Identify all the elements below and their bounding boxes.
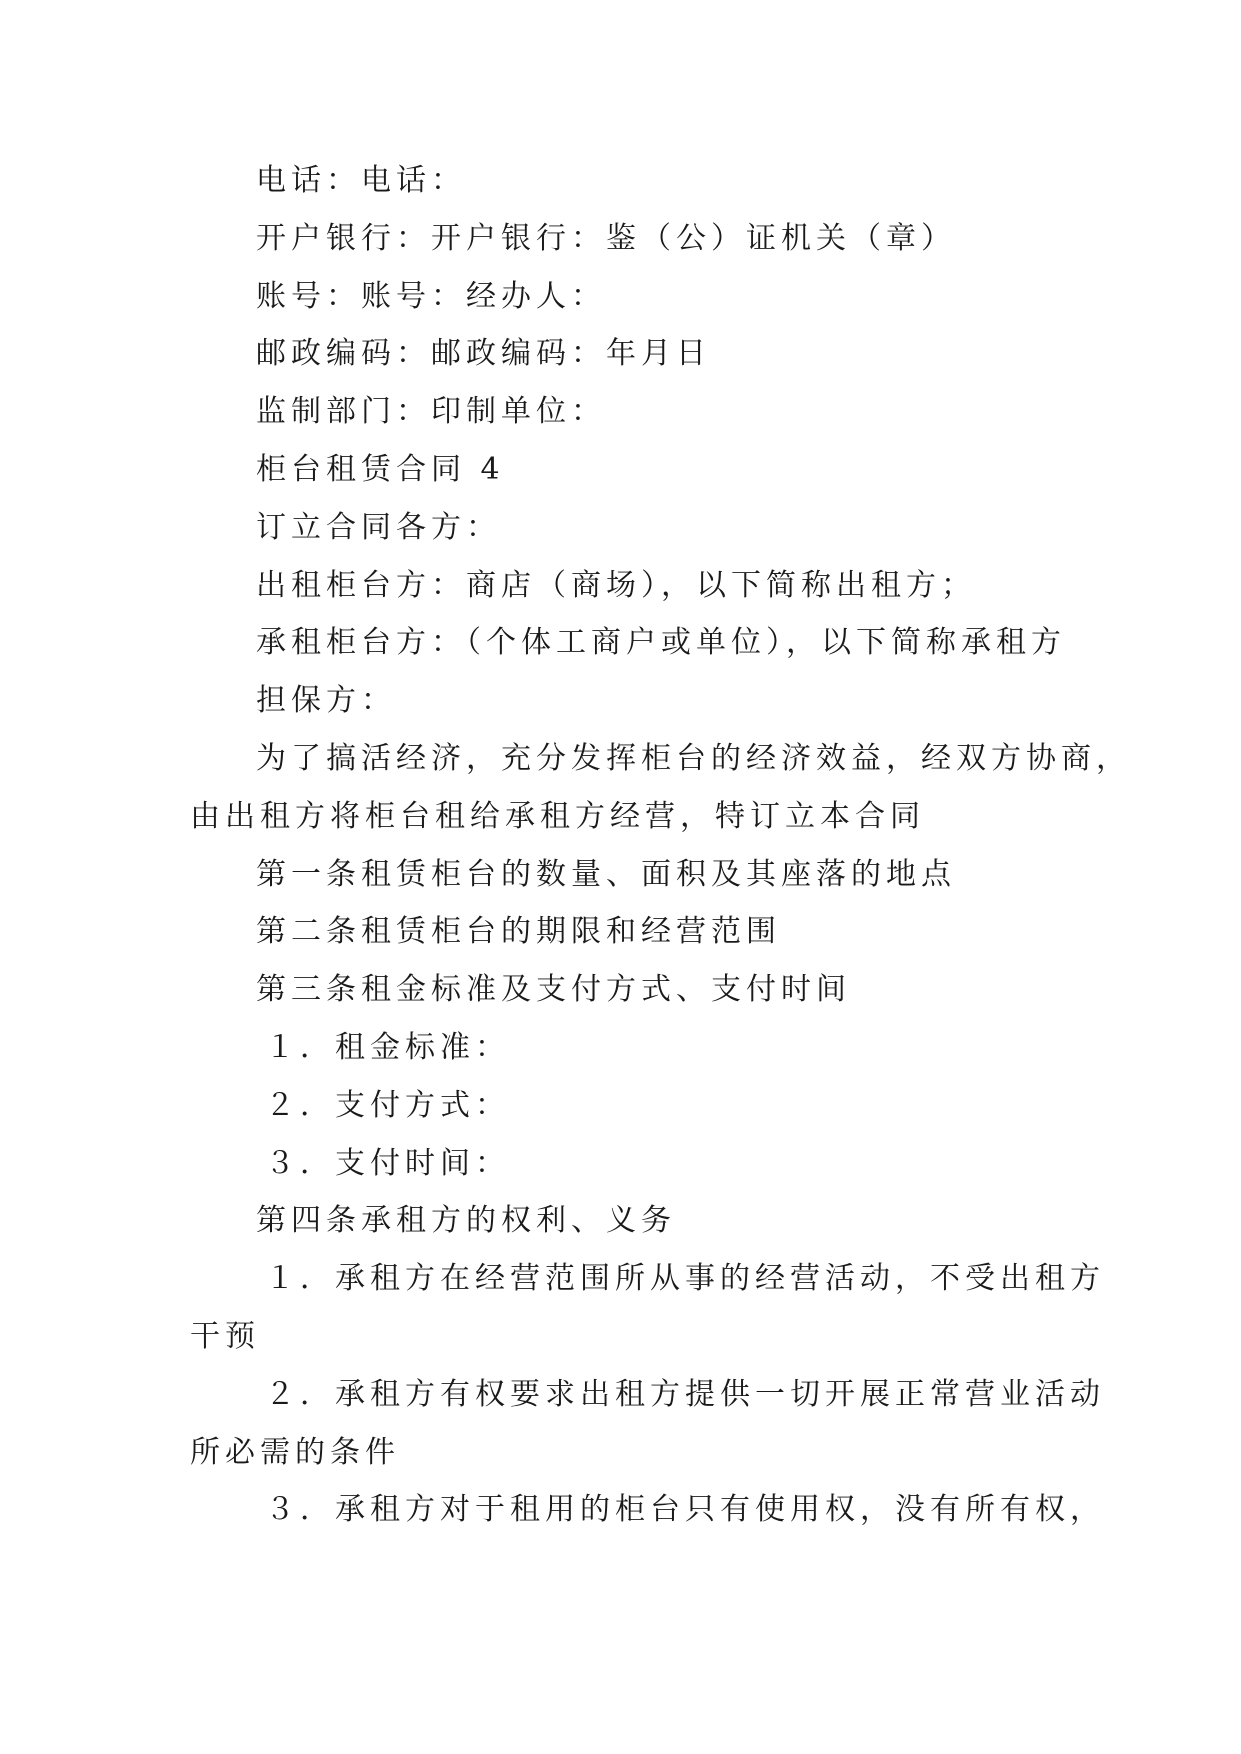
text-line: 为了搞活经济，充分发挥柜台的经济效益，经双方协商，: [256, 740, 1131, 776]
list-item: ２．支付方式：: [265, 1087, 510, 1123]
text-line: 订立合同各方：: [256, 509, 501, 545]
text-line: 账号：账号：经办人：: [256, 278, 606, 314]
list-item: １．租金标准：: [265, 1029, 510, 1065]
article-heading: 第三条租金标准及支付方式、支付时间: [256, 972, 851, 1008]
text-line: 担保方：: [256, 683, 396, 719]
list-item: １．承租方在经营范围所从事的经营活动，不受出租方: [265, 1261, 1105, 1297]
text-line: 监制部门：印制单位：: [256, 394, 606, 430]
text-line: 电话：电话：: [256, 163, 466, 198]
list-item: ３．承租方对于租用的柜台只有使用权，没有所有权，: [265, 1492, 1105, 1528]
document-body: [190, 152, 1131, 1539]
list-item: ３．支付时间：: [265, 1145, 510, 1181]
text-line: 承租柜台方：（个体工商户或单位），以下简称承租方: [256, 625, 1066, 661]
article-heading: 第四条承租方的权利、义务: [256, 1203, 676, 1239]
article-heading: 第一条租赁柜台的数量、面积及其座落的地点: [256, 856, 956, 892]
text-line: 干预: [190, 1318, 260, 1354]
article-heading: 第二条租赁柜台的期限和经营范围: [256, 914, 781, 950]
contract-title: 柜台租赁合同 4: [256, 451, 505, 487]
text-line: 所必需的条件: [190, 1434, 400, 1470]
text-line: 邮政编码：邮政编码：年月日: [256, 336, 711, 372]
text-line: 开户银行：开户银行：鉴（公）证机关（章）: [256, 220, 956, 256]
text-line: 由出租方将柜台租给承租方经营，特订立本合同: [190, 798, 925, 834]
text-line: 出租柜台方：商店（商场），以下简称出租方；: [256, 567, 976, 603]
list-item: ２．承租方有权要求出租方提供一切开展正常营业活动: [265, 1376, 1105, 1412]
